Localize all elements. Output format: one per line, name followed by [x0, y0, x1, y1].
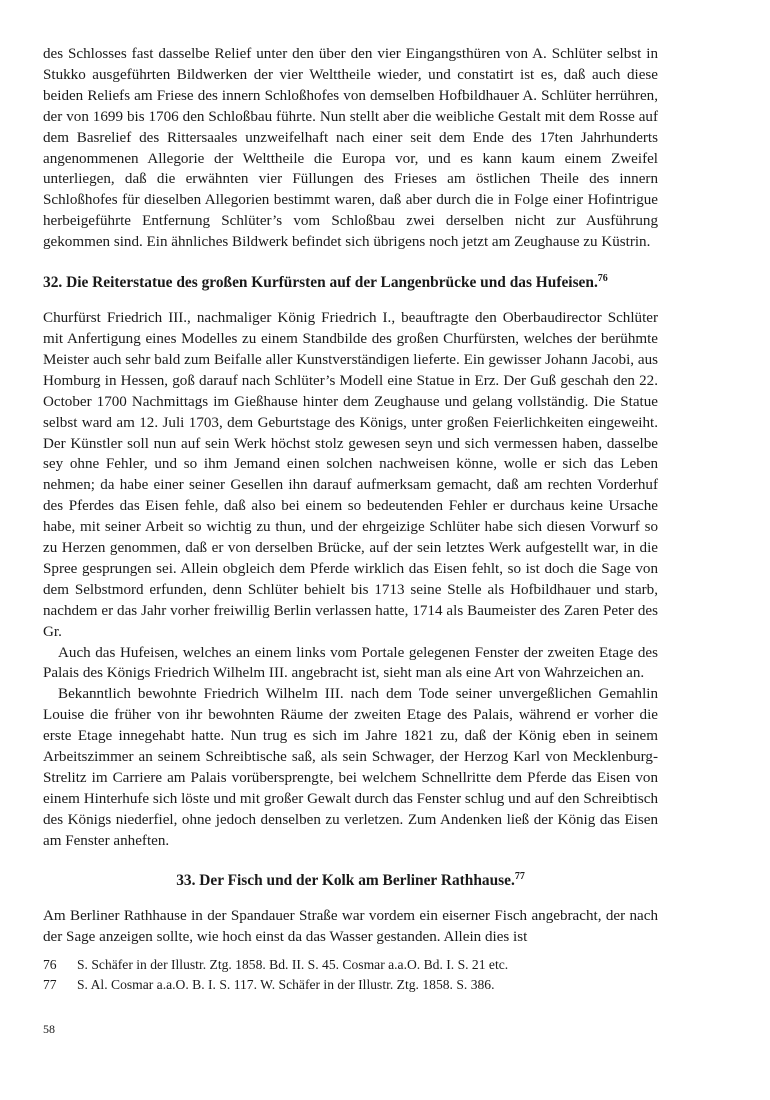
section-33-paragraph-1: Am Berliner Rathhause in der Spandauer Straße war vordem ein eiserner Fisch angebracht, der nach der Sage anzeigen sollte, wie hoch einst da das Wasser gestanden. Allein dies ist — [43, 907, 658, 945]
section-32-paragraph-2: Auch das Hufeisen, welches an einem links vom Portale gelegenen Fenster der zweiten Etage des Palais des Königs Friedrich Wilhelm III. angebracht ist, sieht man als eine Art von Wahrzeichen an. — [43, 644, 658, 682]
footnote-text: S. Al. Cosmar a.a.O. B. I. S. 117. W. Schäfer in der Illustr. Ztg. 1858. S. 386. — [77, 977, 495, 993]
section-32-paragraph-1: Churfürst Friedrich III., nachmaliger König Friedrich I., beauftragte den Oberbaudirector Schlüter mit Anfertigung eines Modelles zu einem Standbilde des großen Churfürsten, welches der berühmte Meister auch sehr bald zum Beifalle aller Kunstverständigen lieferte. Ein gewisser Johann Jacobi, aus Homburg in Hessen, goß darauf nach Schlüter’s Modell eine Statue in Erz. Der Guß geschah den 22. October 1700 Nachmittags im Gießhause hinter dem Zeughause und gelang vollständig. Die Statue selbst ward am 12. Juli 1703, dem Geburtstage des Königs, unter großen Feierlichkeiten eingeweiht. Der Künstler soll nun auf sein Werk höchst stolz gewesen seyn und sich vermessen haben, dasselbe sey ohne Fehler, und so ihm Jemand einen solchen nachweisen könne, wolle er sich das Leben nehmen; da habe einer seiner Gesellen ihn darauf aufmerksam gemacht, daß am rechten Vorderhuf des Pferdes das Eisen fehle, daß also bei einem so bedeutenden Fehler er durchaus keine Ursache habe, mit seiner Arbeit so wichtig zu thun, und der ehrgeizige Schlüter habe sich diesen Vorwurf so zu Herzen genommen, daß er von derselben Brücke, auf der sein letztes Werk aufgestellt war, in die Spree gesprungen sei. Allein obgleich dem Pferde wirklich das Eisen fehlt, so ist doch die Sage von dem Selbstmord erfunden, denn Schlüter behielt bis 1713 seine Stelle als Hofbildhauer und starb, nachdem er das Jahr vorher freiwillig Berlin verlassen hatte, 1714 als Baumeister des Zaren Peter des Gr. — [43, 310, 658, 640]
footnote-77 — [43, 975, 658, 995]
footnote-76 — [43, 955, 658, 975]
footnote-ref-76[interactable]: 76 — [597, 273, 608, 285]
footnotes — [43, 955, 658, 995]
section-32-paragraph-3: Bekanntlich bewohnte Friedrich Wilhelm III. nach dem Tode seiner unvergeßlichen Gemahlin Louise die früher von ihr bewohnten Räume der zweiten Etage des Palais, während er vorher die erste Etage innegehabt hatte. Nun trug es sich im Jahre 1821 zu, daß der König eben in seinem Arbeitszimmer an seinem Schreibtische saß, als sein Schwager, der Herzog Karl von Mecklenburg-Strelitz im Carriere am Palais vorübersprengte, bei welchem Schnellritte dem Pferde das Eisen von einem Hinterhufe sich löste und mit großer Gewalt durch das Fenster schlug und auf den Schreibtisch des Königs niederfiel, ohne jedoch denselben zu verletzen. Zum Andenken ließ der König das Eisen am Fenster anheften. — [43, 686, 658, 849]
footnote-number: 76 — [43, 957, 57, 973]
section-32-title: 32. Die Reiterstatue des großen Kurfürsten auf der Langenbrücke und das Hufeisen. — [43, 274, 598, 292]
section-33-title: 33. Der Fisch und der Kolk am Berliner Rathhause. — [176, 871, 515, 889]
section-33-heading — [43, 871, 658, 891]
page-number: 58 — [43, 1022, 55, 1036]
footnote-number: 77 — [43, 977, 57, 993]
footnote-text: S. Schäfer in der Illustr. Ztg. 1858. Bd. II. S. 45. Cosmar a.a.O. Bd. I. S. 21 etc. — [77, 957, 509, 973]
intro-paragraph: des Schlosses fast dasselbe Relief unter den über den vier Eingangsthüren von A. Schlüter selbst in Stukko ausgeführten Bildwerken der vier Welttheile wieder, und constatirt ist es, daß auch diese beiden Reliefs am Friese des innern Schloßhofes von demselben Hofbildhauer A. Schlüter herrühren, der von 1699 bis 1706 den Schloßbau führte. Nun stellt aber die weibliche Gestalt mit dem Rosse auf dem Basrelief des Rittersaales unzweifelhaft nach einer seit dem Ende des 17ten Jahrhunderts angenommenen Allegorie der Welttheile die Europa vor, und es kann kaum einem Zweifel unterliegen, daß die erwähnten vier Füllungen des Frieses am östlichen Theile des innern Schloßhofes für dieselben Allegorien bestimmt waren, daß aber durch die in Folge einer Hofintrigue herbeigeführte Entfernung Schlüter’s vom Schloßbau zwei derselben nicht zur Ausführung gekommen sind. Ein ähnliches Bildwerk befindet sich übrigens noch jetzt am Zeughause zu Küstrin. — [43, 46, 658, 251]
page-body — [43, 44, 658, 995]
section-32-heading — [43, 273, 658, 293]
footnote-ref-77[interactable]: 77 — [514, 870, 525, 882]
